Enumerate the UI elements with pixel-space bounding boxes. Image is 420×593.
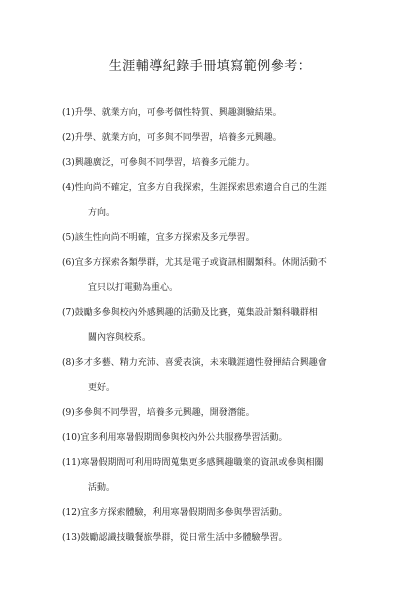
item-text: 升學、就業方向，可多與不同學習，培養多元興趣。 <box>74 133 282 143</box>
list-item <box>62 176 372 201</box>
item-number: (4) <box>62 183 75 193</box>
list-item <box>62 151 372 176</box>
item-number: (5) <box>62 233 75 243</box>
item-number: (8) <box>62 358 75 368</box>
item-text: 性向尚不確定，宜多方自我探索，生涯探索思索適合自己的生涯 <box>74 183 327 193</box>
document-title: 生涯輔導紀錄手冊填寫範例參考： <box>108 59 312 74</box>
example-list <box>62 101 372 551</box>
list-item <box>62 451 372 476</box>
item-text: 該生性向尚不明確，宜多方探索及多元學習。 <box>74 233 255 243</box>
item-text: 鼓勵多參與校內外感興趣的活動及比賽，蒐集設計類科職群相 <box>74 308 318 318</box>
item-text: 多才多藝、精力充沛、喜愛表演，未來職涯適性發揮結合興趣會 <box>74 358 327 368</box>
list-item <box>62 226 372 251</box>
list-item <box>62 501 372 526</box>
item-text: 宜多利用寒暑假期間參與校內外公共服務學習活動。 <box>80 433 288 443</box>
item-number: (3) <box>62 158 75 168</box>
item-text-continuation: 活動。 <box>88 483 116 493</box>
list-item <box>62 101 372 126</box>
item-number: (10) <box>62 433 81 443</box>
item-text: 鼓勵認識技職餐旅學群，從日常生活中多體驗學習。 <box>80 533 288 543</box>
list-item <box>62 401 372 426</box>
item-text: 興趣廣泛，可參與不同學習，培養多元能力。 <box>74 158 255 168</box>
item-number: (11) <box>62 458 81 468</box>
list-item <box>62 426 372 451</box>
item-number: (6) <box>62 258 75 268</box>
list-item <box>62 251 372 276</box>
item-text-continuation: 方向。 <box>88 208 116 218</box>
item-text: 宜多方探索各類學群，尤其是電子或資訊相關類科。休閒活動不 <box>74 258 327 268</box>
item-number: (2) <box>62 133 75 143</box>
list-item <box>62 351 372 376</box>
list-item <box>62 526 372 551</box>
list-item <box>62 301 372 326</box>
item-text: 宜多方探索體驗，利用寒暑假期間多參與學習活動。 <box>80 508 288 518</box>
list-item <box>62 126 372 151</box>
item-text: 多參與不同學習，培養多元興趣，開發潛能。 <box>74 408 255 418</box>
item-number: (9) <box>62 408 75 418</box>
item-text-continuation: 宜只以打電動為重心。 <box>88 283 179 293</box>
item-text-continuation: 更好。 <box>88 383 116 393</box>
item-number: (13) <box>62 533 81 543</box>
item-text: 升學、就業方向，可參考個性特質、興趣測驗結果。 <box>74 108 282 118</box>
item-text: 寒暑假期間可利用時間蒐集更多感興趣職業的資訊或參與相關 <box>80 458 324 468</box>
item-number: (1) <box>62 108 75 118</box>
item-number: (12) <box>62 508 81 518</box>
item-text-continuation: 關內容與校系。 <box>88 333 152 343</box>
item-number: (7) <box>62 308 75 318</box>
